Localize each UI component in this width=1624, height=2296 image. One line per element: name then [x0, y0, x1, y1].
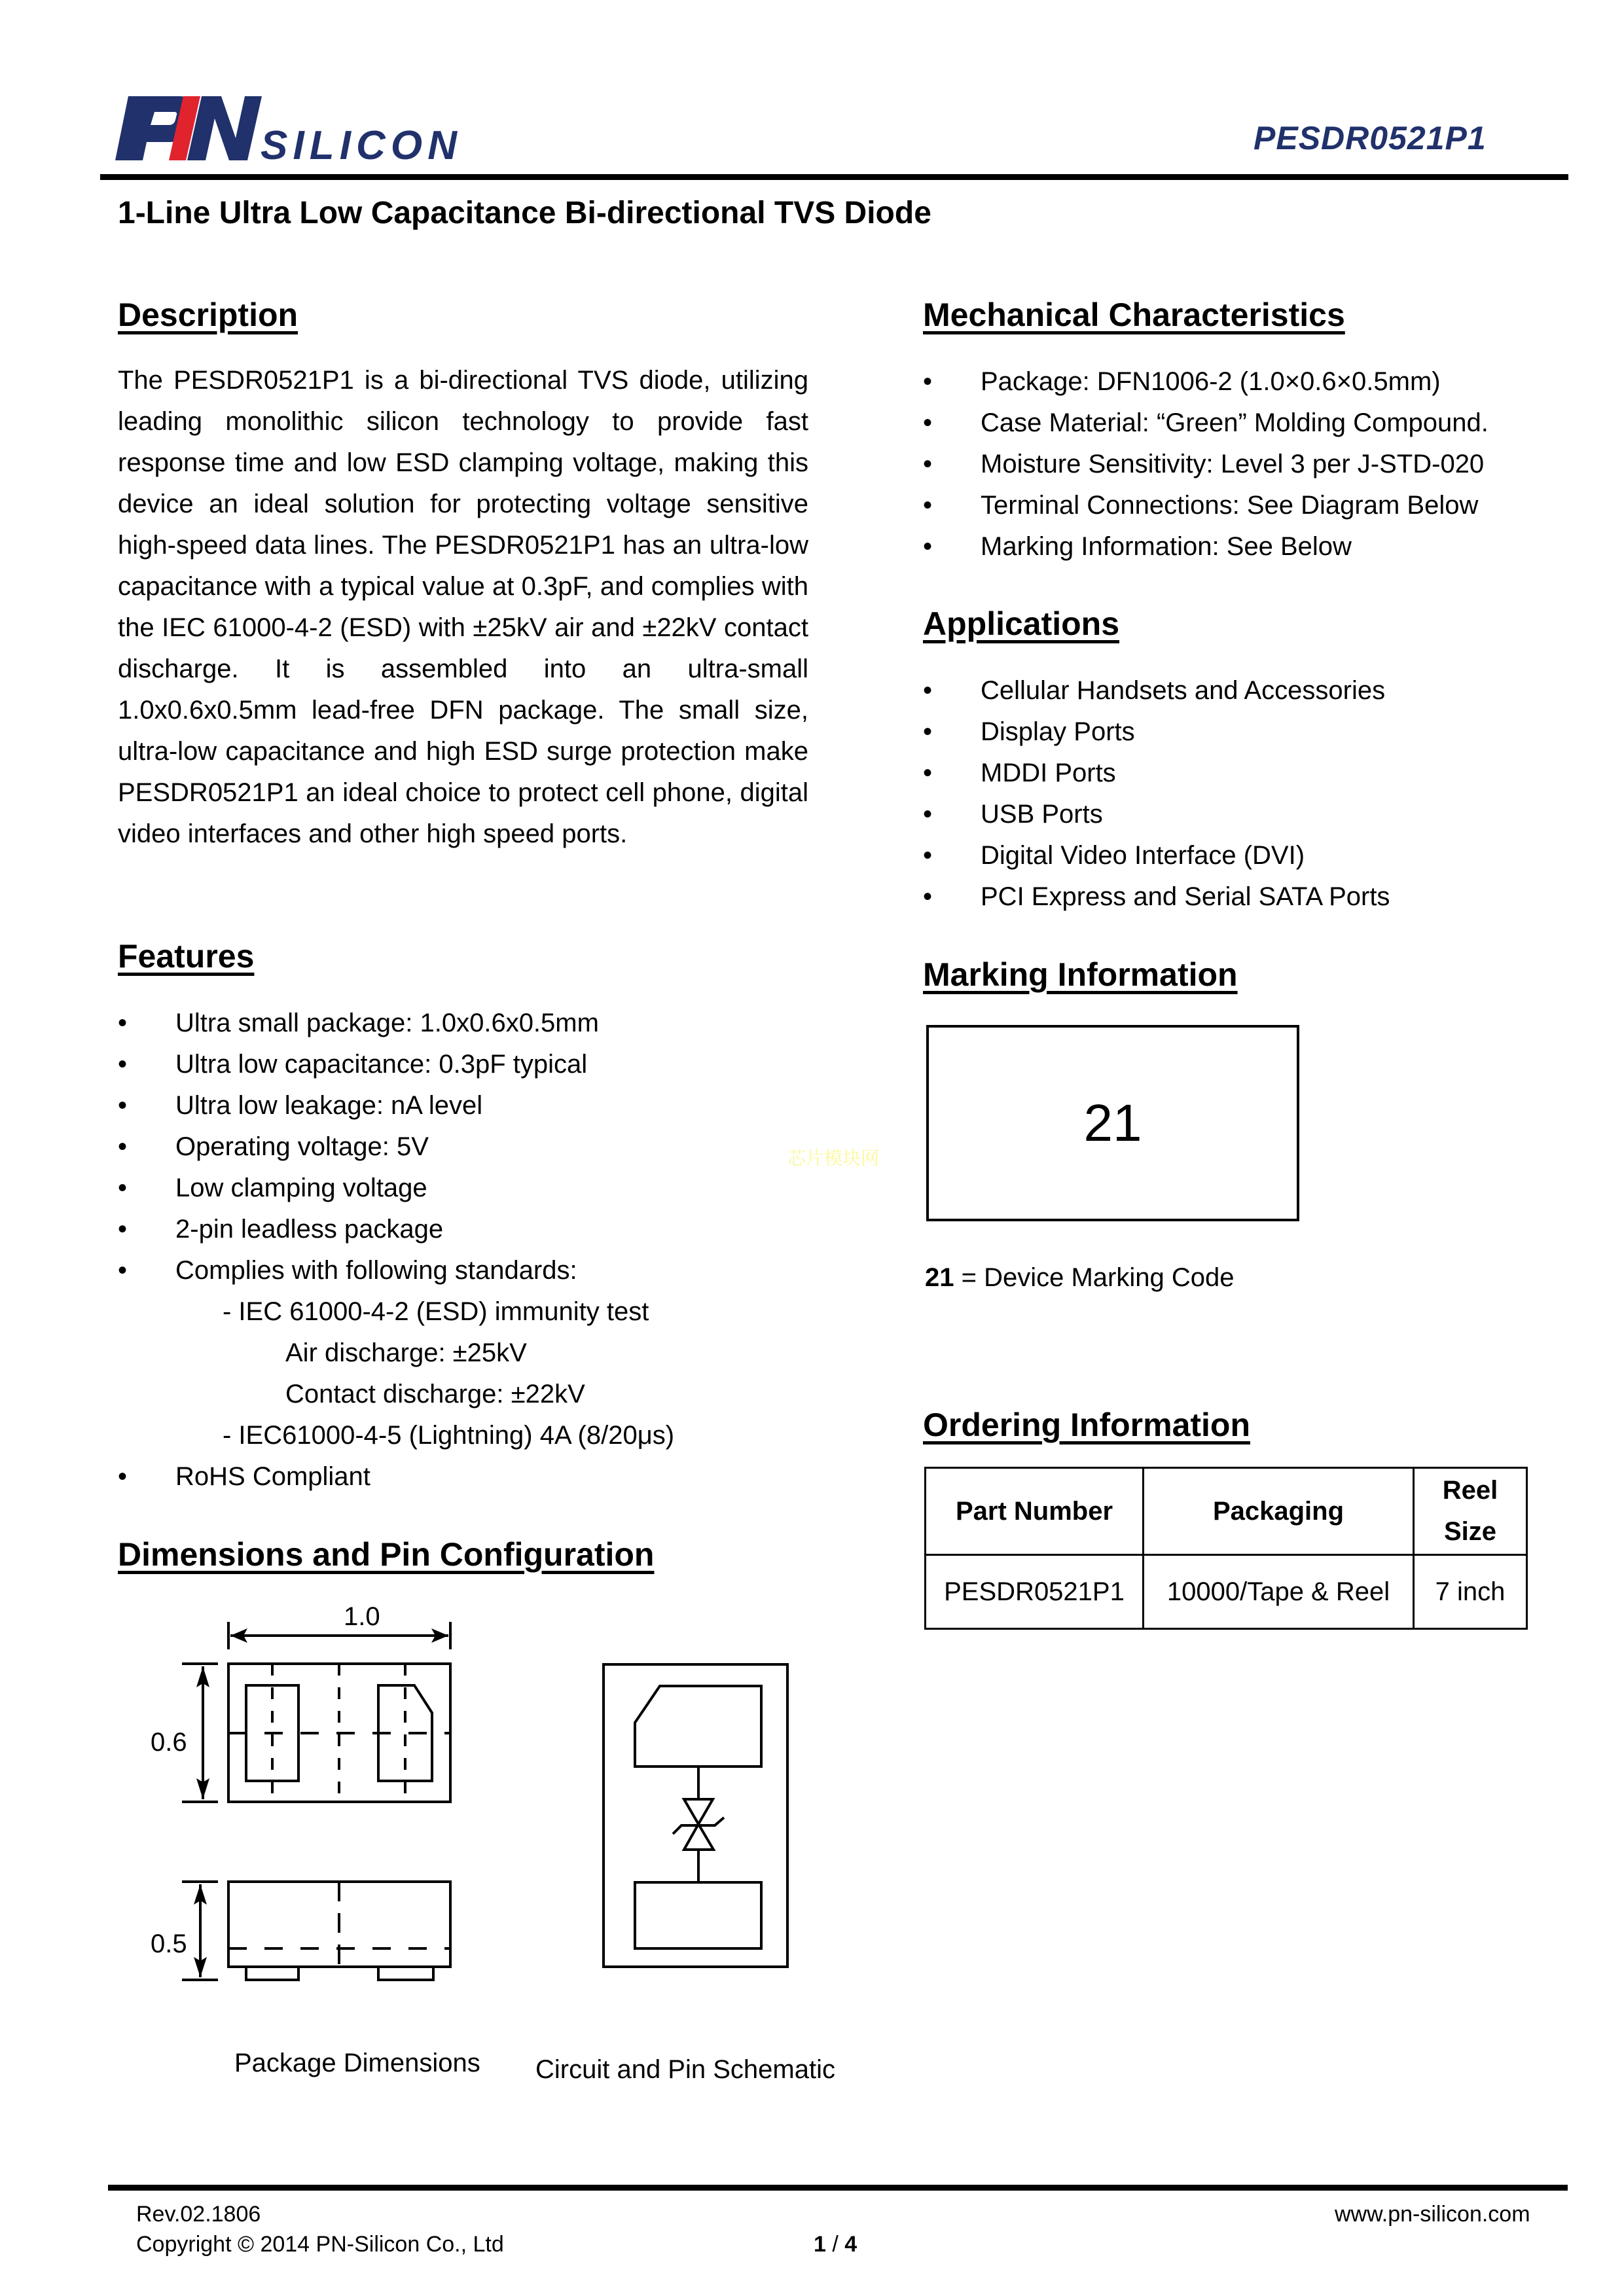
list-item: • PCI Express and Serial SATA Ports: [923, 882, 1390, 911]
list-item: • Digital Video Interface (DVI): [923, 841, 1305, 870]
col-part-number: Part Number: [926, 1468, 1144, 1555]
cell-part-number: PESDR0521P1: [926, 1555, 1144, 1629]
dimension-width-label: 1.0: [344, 1602, 380, 1631]
list-item: • Ultra low leakage: nA level: [118, 1091, 483, 1120]
marking-note: [925, 1263, 1234, 1293]
marking-note-text: = Device Marking Code: [954, 1263, 1235, 1292]
revision: Rev.02.1806: [136, 2202, 261, 2227]
dimension-height-label: 0.6: [151, 1728, 187, 1757]
list-item: • Moisture Sensitivity: Level 3 per J-STD-020: [923, 450, 1485, 478]
description-heading: Description: [118, 296, 298, 333]
list-item: • Operating voltage: 5V: [118, 1132, 429, 1161]
dimensions-heading: Dimensions and Pin Configuration: [118, 1536, 655, 1573]
table-row: [926, 1555, 1527, 1629]
circuit-schematic-drawing: [589, 1656, 812, 1983]
description-text: The PESDR0521P1 is a bi-directional TVS diode, utilizing leading monolithic silicon technology to provide fast response time and low ESD clamping voltage, making this device an ideal solution for protecting voltage sensitive high-speed data lines. The PESDR0521P1 has an ultra-low capacitance with a typical value at 0.3pF, and complies with the IEC 61000-4-2 (ESD) with ±25kV air and ±22kV contact discharge. It is assembled into an ultra-small 1.0x0.6x0.5mm lead-free DFN package. The small size, ultra-low capacitance and high ESD surge protection make PESDR0521P1 an ideal choice to protect cell phone, digital video interfaces and other high speed ports.: [118, 366, 808, 848]
cell-packaging: 10000/Tape & Reel: [1144, 1555, 1414, 1629]
col-reel-size: Reel Size: [1414, 1468, 1527, 1555]
package-dimensions-drawing: [131, 1584, 524, 2108]
list-item: • Ultra low capacitance: 0.3pF typical: [118, 1050, 588, 1079]
list-item: • Ultra small package: 1.0x0.6x0.5mm: [118, 1009, 599, 1037]
list-item: • Complies with following standards:: [118, 1256, 577, 1285]
tvs-diode-schematic-icon: [589, 1656, 812, 1983]
caption-package-dimensions: Package Dimensions: [234, 2049, 480, 2077]
list-item: • Terminal Connections: See Diagram Below: [923, 491, 1479, 520]
logo-icon: [106, 95, 460, 164]
mechanical-list: [923, 361, 1489, 567]
watermark: 芯片模块网: [787, 1148, 880, 1168]
list-item: • MDDI Ports: [923, 759, 1116, 787]
cell-reel-size: 7 inch: [1414, 1555, 1527, 1629]
ordering-heading: Ordering Information: [923, 1407, 1250, 1443]
footer-left: [136, 2199, 504, 2259]
list-item: • Package: DFN1006-2 (1.0×0.6×0.5mm): [923, 367, 1441, 396]
list-item: • Display Ports: [923, 717, 1135, 746]
list-item: • Marking Information: See Below: [923, 532, 1352, 561]
list-item: • Case Material: “Green” Molding Compound.: [923, 408, 1489, 437]
standard-lightning: - IEC61000-4-5 (Lightning) 4A (8/20μs): [223, 1421, 675, 1450]
standard-esd-contact: Contact discharge: ±22kV: [285, 1380, 585, 1408]
ordering-table: [924, 1467, 1528, 1630]
col-packaging: Packaging: [1144, 1468, 1414, 1555]
marking-diagram: [926, 1025, 1299, 1221]
dimension-thickness-label: 0.5: [151, 1929, 187, 1958]
svg-text:SILICON: SILICON: [261, 123, 457, 164]
package-outline-icon: [131, 1584, 524, 2068]
features-list: [118, 1003, 674, 1498]
document-title: 1-Line Ultra Low Capacitance Bi-directional TVS Diode: [118, 196, 931, 230]
table-header-row: [926, 1468, 1527, 1555]
page-number: 1 / 4: [814, 2232, 857, 2257]
applications-heading: Applications: [923, 605, 1120, 642]
caption-circuit-schematic: Circuit and Pin Schematic: [535, 2055, 835, 2084]
marking-heading: Marking Information: [923, 956, 1238, 993]
marking-note-code: 21: [925, 1263, 954, 1292]
standard-esd-air: Air discharge: ±25kV: [285, 1338, 527, 1367]
list-item: • RoHS Compliant: [118, 1462, 370, 1491]
standard-esd: - IEC 61000-4-2 (ESD) immunity test: [223, 1297, 649, 1326]
footer-rule: [108, 2185, 1568, 2191]
list-item: • Cellular Handsets and Accessories: [923, 676, 1386, 705]
mechanical-heading: Mechanical Characteristics: [923, 296, 1345, 333]
website-link[interactable]: www.pn-silicon.com: [1335, 2202, 1530, 2227]
pn-silicon-logo: [106, 95, 460, 164]
part-number-header: PESDR0521P1: [1254, 120, 1487, 156]
features-heading: Features: [118, 938, 255, 975]
marking-code: 21: [1083, 1094, 1142, 1152]
copyright: Copyright © 2014 PN-Silicon Co., Ltd: [136, 2232, 504, 2257]
applications-list: [923, 670, 1390, 918]
list-item: • 2-pin leadless package: [118, 1215, 444, 1244]
list-item: • USB Ports: [923, 800, 1103, 829]
list-item: • Low clamping voltage: [118, 1174, 427, 1202]
header-rule: [100, 174, 1568, 180]
